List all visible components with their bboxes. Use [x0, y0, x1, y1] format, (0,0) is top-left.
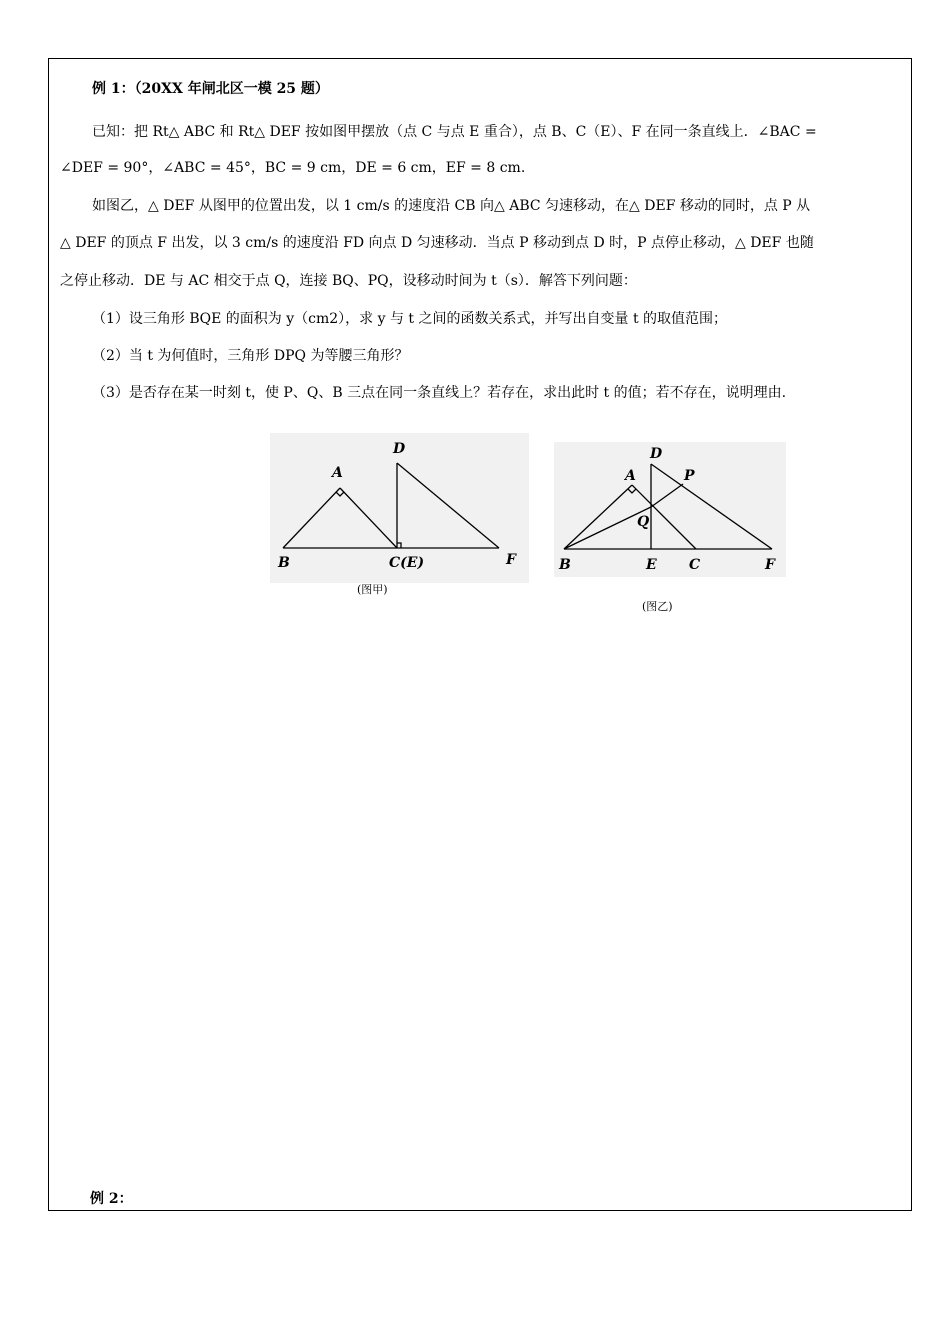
question-3: （3）是否存在某一时刻 t，使 P、Q、B 三点在同一条直线上？若存在，求出此时 t 的值；若不存在，说明理由. [92, 385, 787, 401]
example2-heading: 例 2： [90, 1191, 133, 1207]
problem-paragraph1-line1: 已知：把 Rt△ ABC 和 Rt△ DEF 按如图甲摆放（点 C 与点 E 重合），点 B、C（E）、F 在同一条直线上．∠BAC = [92, 124, 817, 140]
label-f: F [506, 552, 516, 568]
figure-b-diagram [554, 442, 786, 577]
label-c: C [689, 557, 701, 573]
label-q: Q [637, 514, 650, 530]
figure-b-caption: (图乙) [642, 600, 673, 613]
label-p: P [684, 468, 695, 484]
label-e: E [646, 557, 657, 573]
line-df [651, 464, 772, 549]
line-pq [651, 484, 683, 507]
label-d: D [650, 446, 663, 462]
label-b: B [278, 555, 290, 571]
line-ac [340, 488, 397, 548]
line-ab [283, 488, 340, 548]
question-1: （1）设三角形 BQE 的面积为 y（cm2），求 y 与 t 之间的函数关系式，并写出自变量 t 的取值范围； [92, 311, 728, 327]
figure-b [554, 442, 786, 577]
label-b: B [559, 557, 571, 573]
figure-a-diagram [270, 433, 529, 583]
problem-paragraph2-line2: △ DEF 的顶点 F 出发，以 3 cm/s 的速度沿 FD 向点 D 匀速移动．当点 P 移动到点 D 时，P 点停止移动，△ DEF 也随 [60, 235, 814, 251]
problem-paragraph2-line1: 如图乙，△ DEF 从图甲的位置出发，以 1 cm/s 的速度沿 CB 向△ ABC 匀速移动，在△ DEF 移动的同时，点 P 从 [92, 198, 811, 214]
problem-paragraph1-line2: ∠DEF = 90°，∠ABC = 45°，BC = 9 cm，DE = 6 cm，EF = 8 cm. [60, 160, 526, 176]
right-angle-mark-a [628, 489, 636, 493]
label-a: A [332, 465, 343, 481]
content-frame [48, 58, 912, 1211]
right-angle-mark-a [336, 492, 344, 496]
figure-a [270, 433, 529, 583]
question-2: （2）当 t 为何值时，三角形 DPQ 为等腰三角形？ [92, 348, 409, 364]
figure-a-caption: (图甲) [357, 583, 388, 596]
label-ce: C(E) [389, 555, 425, 571]
label-f: F [765, 557, 775, 573]
problem-paragraph2-line3: 之停止移动．DE 与 AC 相交于点 Q，连接 BQ、PQ，设移动时间为 t（s）．解答下列问题： [60, 273, 637, 289]
line-df [397, 463, 499, 548]
line-ab [564, 485, 632, 549]
example1-heading: 例 1：（20XX 年闸北区一模 25 题） [92, 81, 329, 97]
label-a: A [625, 468, 636, 484]
label-d: D [393, 441, 406, 457]
